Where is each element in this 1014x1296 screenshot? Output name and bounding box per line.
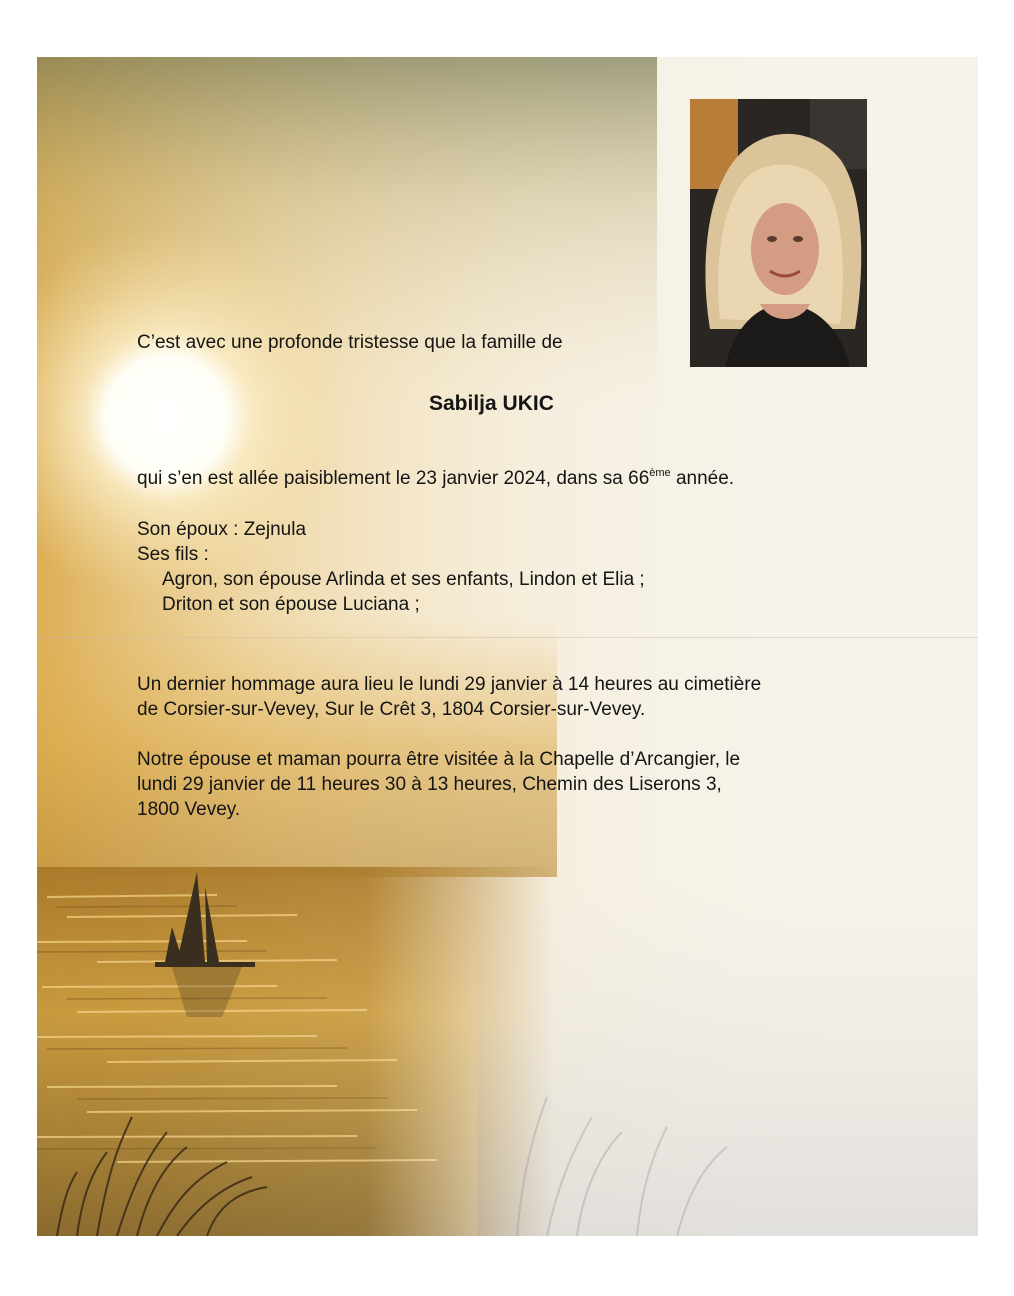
- spouse-line: Son époux : Zejnula: [137, 519, 307, 540]
- fold-line: [37, 637, 978, 638]
- death-notice-text: qui s’en est allée paisiblement le 23 janvier 2024, dans sa 66: [137, 468, 650, 489]
- sons-heading: Ses fils :: [137, 544, 209, 565]
- visitation-line: 1800 Vevey.: [137, 799, 241, 820]
- portrait-photo: [690, 99, 867, 367]
- son-line: Agron, son épouse Arlinda et ses enfants, Lindon et Elia ;: [162, 569, 645, 590]
- son-line: Driton et son épouse Luciana ;: [162, 594, 420, 615]
- obituary-card: [37, 57, 978, 1236]
- visitation-line: Notre épouse et maman pourra être visitée à la Chapelle d’Arcangier, le: [137, 749, 741, 770]
- death-notice-end: année.: [670, 468, 735, 489]
- deceased-name: Sabilja UKIC: [429, 392, 554, 415]
- death-notice: [137, 466, 734, 491]
- ceremony-line: Un dernier hommage aura lieu le lundi 29 janvier à 14 heures au cimetière: [137, 674, 762, 695]
- visitation-line: lundi 29 janvier de 11 heures 30 à 13 heures, Chemin des Liserons 3,: [137, 774, 722, 795]
- ordinal-suffix: ème: [649, 467, 671, 479]
- intro-text: C’est avec une profonde tristesse que la famille de: [137, 332, 563, 353]
- ceremony-line: de Corsier-sur-Vevey, Sur le Crêt 3, 1804 Corsier-sur-Vevey.: [137, 699, 646, 720]
